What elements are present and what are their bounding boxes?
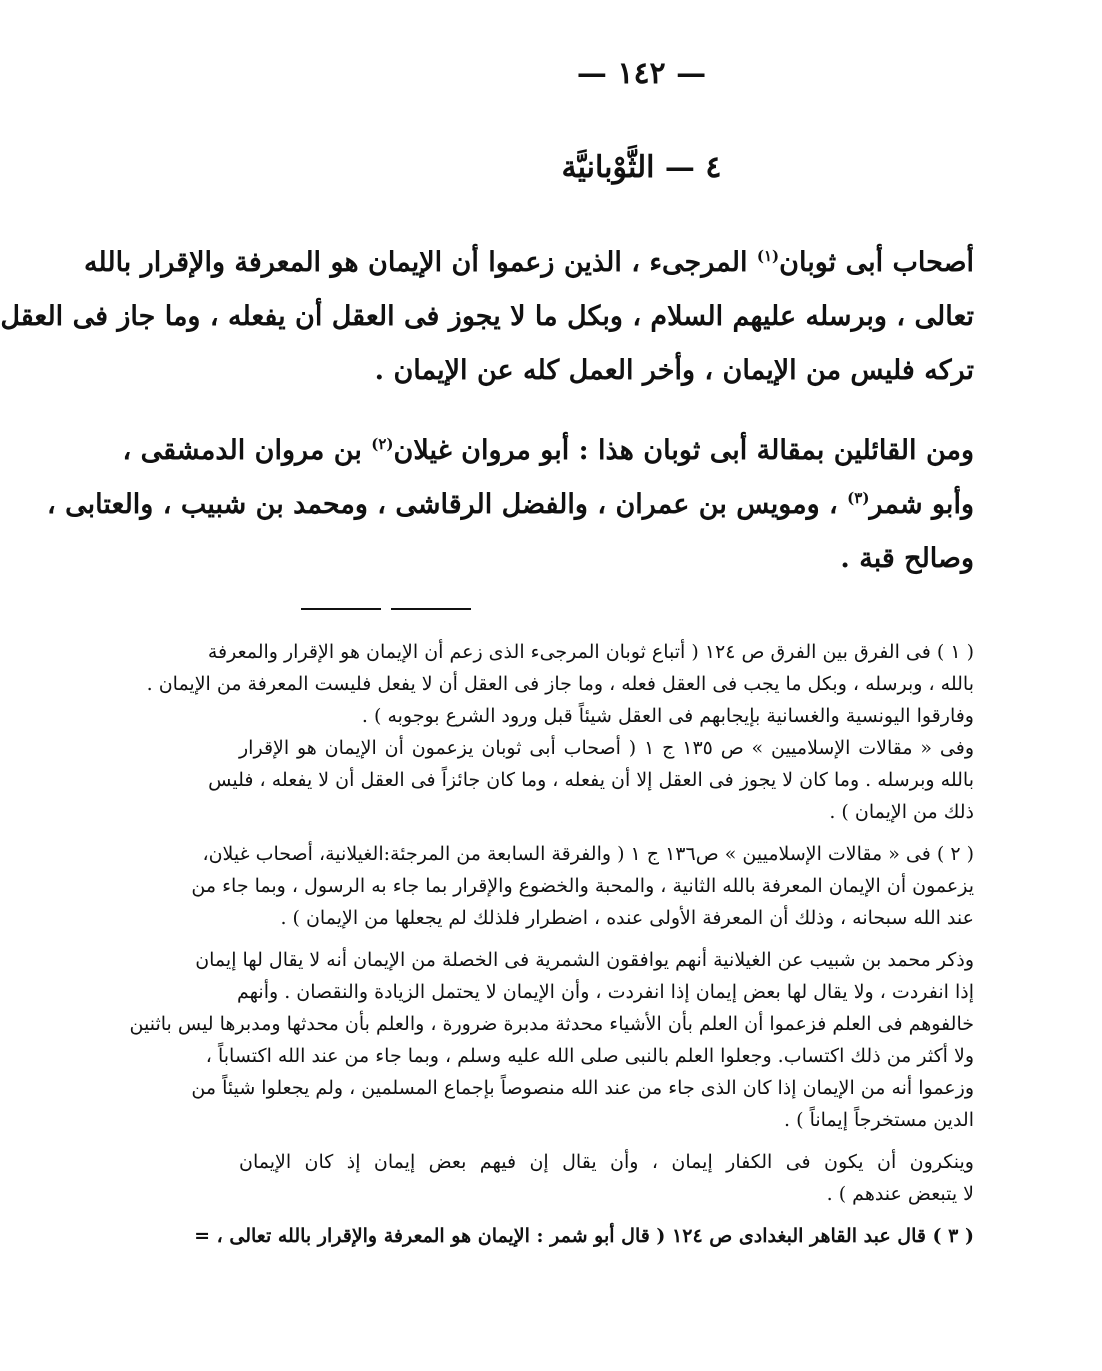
footnote-line: ( ٣ ) قال عبد القاهر البغدادى ص ١٢٤ ( قال أبو شمر : الإيمان هو المعرفة والإقرار بالله تعالى ، = [194,1225,974,1247]
main-line [0,290,974,344]
main-paragraph-2 [47,424,974,586]
main-line [239,344,974,398]
footnote-line: عند الله سبحانه ، وذلك أن المعرفة الأولى عنده ، اضطرار فلذلك لم يجعلها من الإيمان ) . [280,907,974,929]
footnote-line: لا يتبعض عندهم ) . [826,1183,974,1205]
footnote-ref: (٣) [847,489,870,507]
main-line [122,424,974,478]
footnote-line: وينكرون أن يكون فى الكفار إيمان ، وأن يقال إن فيهم بعض إيمان إذ كان الإيمان [239,1151,974,1173]
footnote-line: بالله وبرسله . وما كان لا يجوز فى العقل إلا أن يفعله ، وما كان جائزاً فى العقل أن لا يفعله ، فليس [208,769,974,791]
line-text: أصحاب أبى ثوبان [779,247,974,278]
footnote-2-end [239,1146,974,1210]
footnote-3 [194,1220,974,1252]
main-line [239,532,974,586]
footnote-divider [301,608,381,610]
main-line [47,478,974,532]
footnote-1 [146,636,974,828]
line-text: ، ومويس بن عمران ، والفضل الرقاشى ، ومحمد بن شبيب ، والعتابى ، [47,489,848,520]
footnote-line: ذلك من الإيمان ) . [829,801,974,823]
footnote-2 [191,838,974,934]
footnote-line: بالله ، وبرسله ، وبكل ما يجب فى العقل فعله ، وما جاز فى العقل أن لا يفعل فليست المعرفة من الإيمان . [146,673,974,695]
footnote-line: وفى « مقالات الإسلاميين » ص ١٣٥ ج ١ ( أصحاب أبى ثوبان يزعمون أن الإيمان هو الإقرار [239,737,974,759]
line-text: تركه فليس من الإيمان ، وأخر العمل كله عن الإيمان . [374,355,974,386]
line-text: بن مروان الدمشقى ، [122,435,372,466]
footnote-line: خالفوهم فى العلم فزعموا أن العلم بأن الأشياء محدثة مدبرة ضرورة ، والعلم بأن محدثها ومدبرها ليس باثنين [129,1013,974,1035]
line-text: تعالى ، وبرسله عليهم السلام ، وبكل ما لا يجوز فى العقل أن يفعله ، وما جاز فى العقل [0,301,974,332]
footnote-line: ولا أكثر من ذلك اكتساب. وجعلوا العلم بالنبى صلى الله عليه وسلم ، وبما جاء من عند الله اكتساباً ، [205,1045,974,1067]
section-title: ٤ — الثَّوْبانيَّة [561,150,722,185]
footnote-line: وفارقوا اليونسية والغسانية بإيجابهم فى العقل شيئاً قبل ورود الشرع بوجوبه ) . [361,705,974,727]
line-text: ومن القائلين بمقالة أبى ثوبان هذا : أبو مروان غيلان [393,435,974,466]
footnote-divider [391,608,471,610]
main-paragraph-1 [0,236,974,398]
footnote-line: ( ٢ ) فى « مقالات الإسلاميين » ص١٣٦ ج ١ ( والفرقة السابعة من المرجئة:الغيلانية، أصحاب غيلان، [202,843,974,865]
line-text: وأبو شمر [869,489,974,520]
footnote-line: يزعمون أن الإيمان المعرفة بالله الثانية ، والمحبة والخضوع والإقرار بما جاء به الرسول ، وبما جاء من [191,875,974,897]
footnote-line: إذا انفردت ، ولا يقال لها بعض إيمان إذا انفردت ، وأن الإيمان لا يحتمل الزيادة والنقصان . وأنهم [237,981,974,1003]
footnote-2-continued [129,944,974,1136]
line-text: المرجىء ، الذين زعموا أن الإيمان هو المعرفة والإقرار بالله [83,247,757,278]
footnote-line: وزعموا أنه من الإيمان إذا كان الذى جاء من عند الله منصوصاً بإجماع المسلمين ، ولم يجعلوا شيئاً من [191,1077,974,1099]
footnotes [129,636,974,1262]
line-text: وصالح قبة . [840,543,974,574]
footnote-line: وذكر محمد بن شبيب عن الغيلانية أنهم يوافقون الشمرية فى الخصلة من الإيمان أنه لا يقال لها إيمان [195,949,974,971]
footnote-line: الدين مستخرجاً إيماناً ) . [784,1109,974,1131]
footnote-ref: (١) [756,247,780,265]
footnote-ref: (٢) [371,435,394,453]
footnote-line: ( ١ ) فى الفرق بين الفرق ص ١٢٤ ( أتباع ثوبان المرجىء الذى زعم أن الإيمان هو الإقرار والمعرفة [207,641,974,663]
page-number: — ١٤٢ — [576,56,707,91]
main-line [83,236,974,290]
